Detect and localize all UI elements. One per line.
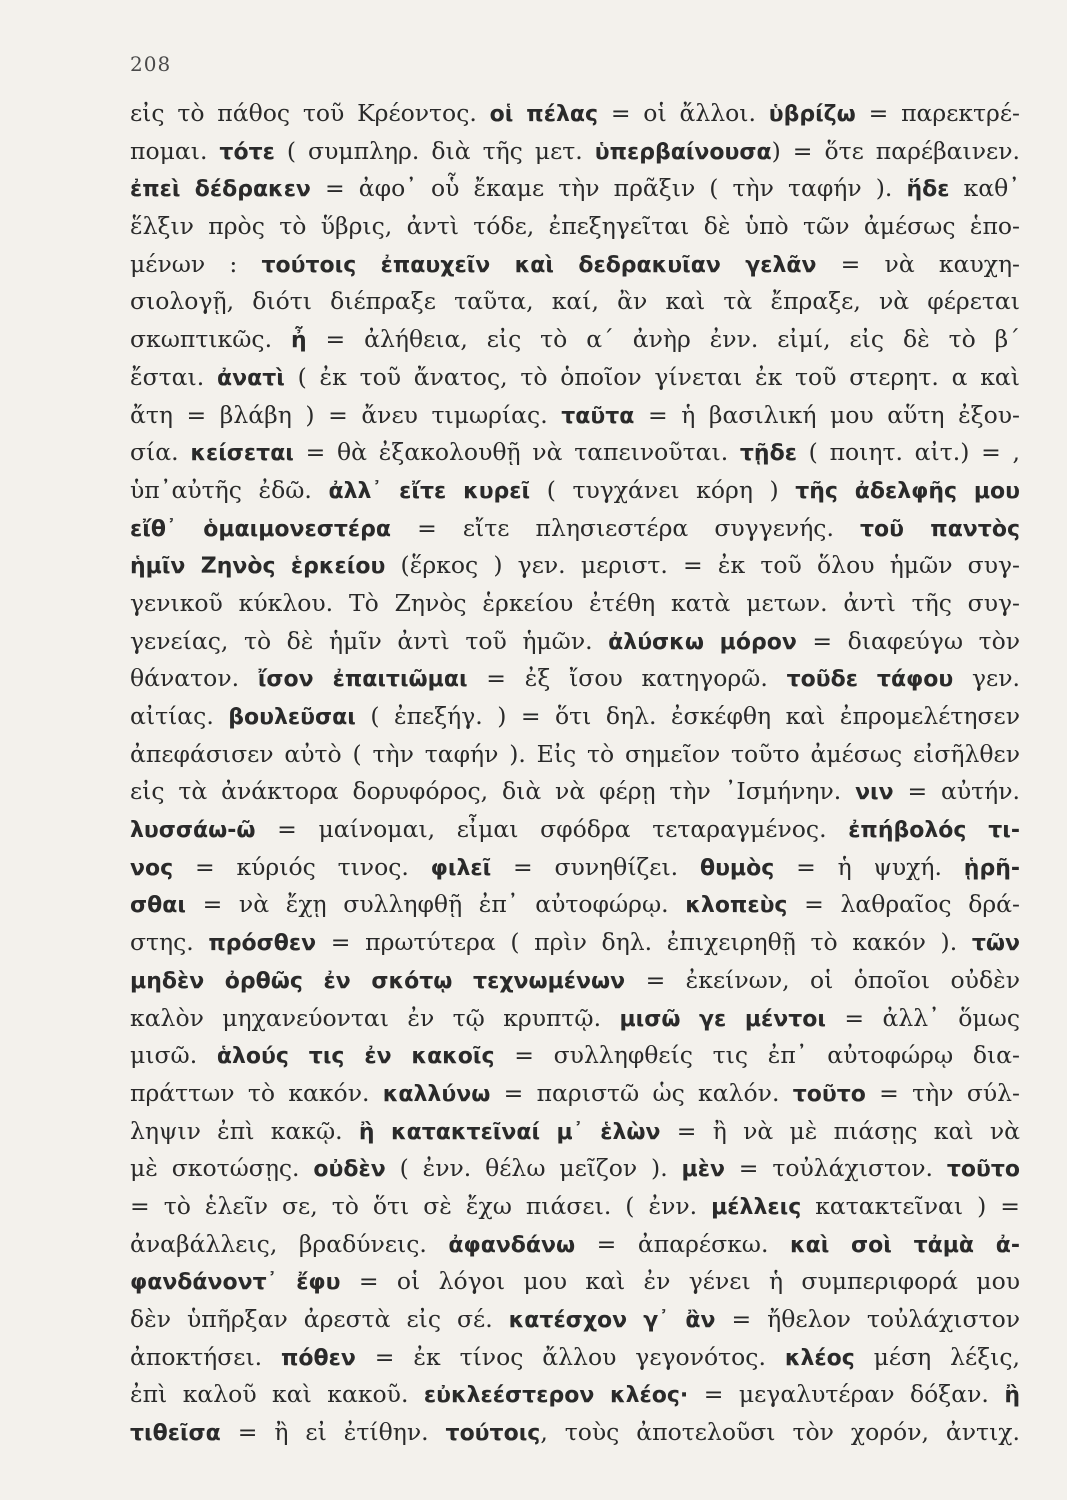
text-line (130, 1150, 1020, 1188)
gloss-text: ( ἐπεξήγ. ) = ὅτι δηλ. ἐσκέφθη καὶ ἐπρομελέτησεν (355, 702, 1020, 730)
gloss-text: ληψιν ἐπὶ κακῷ. (130, 1116, 359, 1145)
headword: οὐδὲν (313, 1157, 386, 1183)
page-number: 208 (130, 52, 172, 76)
gloss-text: ἐπὶ καλοῦ καὶ κακοῦ. (130, 1380, 424, 1409)
gloss-text: = ἀλλ᾽ ὅμως (826, 1003, 1020, 1032)
headword: φανδάνοντ᾽ ἔφυ (130, 1270, 341, 1296)
gloss-text: στης. (130, 928, 209, 957)
gloss-text: = ἐξ ἴσου κατηγορῶ. (467, 664, 787, 693)
text-line (130, 698, 1020, 736)
gloss-text: μέση λέξις, (854, 1342, 1020, 1371)
gloss-text: = τὸ ἑλεῖν σε, τὸ ὅτι σὲ ἔχω πιάσει. ( ἐνν. (130, 1191, 712, 1220)
gloss-text: ( τυγχάνει κόρη ) (530, 475, 796, 504)
gloss-text: δὲν ὑπῆρξαν ἀρεστὰ εἰς σέ. (130, 1305, 509, 1333)
gloss-text: εἰς τὸ πάθος τοῦ Κρέοντος. (130, 99, 490, 127)
headword: σθαι (130, 893, 186, 919)
headword: μηδὲν ὀρθῶς ἐν σκότῳ τεχνωμένων (130, 968, 626, 994)
gloss-text: γενείας, τὸ δὲ ἡμῖν ἀντὶ τοῦ ἡμῶν. (130, 626, 609, 655)
headword: ἴσον ἐπαιτιῶμαι (257, 667, 468, 693)
headword: τούτοις ἐπαυχεῖν καὶ δεδρακυῖαν γελᾶν (261, 252, 817, 278)
headword: τῆς ἀδελφῆς μου (795, 478, 1020, 504)
headword: πρόσθεν (208, 931, 317, 957)
headword: ἐπεὶ δέδρακεν (130, 177, 311, 203)
gloss-text: = διαφεύγω τὸν (796, 626, 1020, 655)
gloss-text: = μαίνομαι, εἶμαι σφόδρα τεταραγμένος. (255, 815, 849, 844)
text-line (130, 924, 1020, 962)
gloss-text: ἕλξιν πρὸς τὸ ὕβρις, ἀντὶ τόδε, ἐπεξηγεῖται δὲ ὑπὸ τῶν ἀμέσως ἑπο- (130, 212, 1020, 241)
gloss-text: = ἐκ τίνος ἄλλου γεγονότος. (355, 1342, 785, 1371)
gloss-text: μισῶ. (130, 1041, 217, 1070)
headword: μὲν (681, 1157, 725, 1183)
gloss-text: , τοὺς ἀποτελοῦσι τὸν χορόν, ἀντιχ. (540, 1418, 1020, 1447)
headword: ἢ (1004, 1383, 1020, 1409)
text-line (130, 886, 1020, 924)
gloss-text: ( ἐνν. θέλω μεῖζον ). (385, 1154, 682, 1183)
gloss-text: = ἐκείνων, οἱ ὁποῖοι οὐδὲν (625, 965, 1020, 994)
text-line (130, 359, 1020, 397)
gloss-text: = λαθραῖος δρά- (787, 890, 1020, 919)
gloss-text: σκωπτικῶς. (130, 325, 291, 354)
text-line (130, 1037, 1020, 1075)
gloss-text: = τὴν σύλ- (865, 1078, 1020, 1107)
gloss-text: σία. (130, 438, 191, 467)
gloss-text: σιολογῇ, διότι διέπραξε ταῦτα, καί, ἂν καὶ τὰ ἔπραξε, νὰ φέρεται (130, 287, 1020, 316)
gloss-text: = θὰ ἐξακολουθῇ νὰ ταπεινοῦται. (293, 438, 740, 467)
headword: πόθεν (281, 1345, 356, 1371)
gloss-text: μὲ σκοτώσῃς. (130, 1154, 314, 1183)
text-line (130, 1113, 1020, 1151)
headword: κείσεται (190, 441, 294, 467)
headword: οἱ πέλας (489, 102, 599, 127)
headword: θυμὸς (699, 855, 775, 881)
gloss-text: καλὸν μηχανεύονται ἐν τῷ κρυπτῷ. (130, 1003, 620, 1032)
gloss-text: ( ἐκ τοῦ ἄνατος, τὸ ὁποῖον γίνεται ἐκ τοῦ στερητ. α καὶ (284, 362, 1020, 391)
text-line (130, 510, 1020, 548)
gloss-text: ( συμπληρ. διὰ τῆς μετ. (274, 136, 595, 165)
text-line (130, 1188, 1020, 1226)
gloss-text: αἰτίας. (130, 702, 229, 730)
text-line (130, 849, 1020, 887)
headword: τότε (219, 139, 275, 165)
gloss-text: ( ποιητ. αἰτ.) = , (796, 438, 1020, 467)
headword: τοῦ παντὸς (860, 516, 1020, 542)
text-line (130, 1226, 1020, 1264)
gloss-text: πράττων τὸ κακόν. (130, 1078, 383, 1107)
gloss-text: = νὰ καυχη- (816, 249, 1020, 278)
headword: ἀλύσκω μόρον (608, 629, 797, 655)
gloss-text: ἄτη = βλάβη ) = ἄνευ τιμωρίας. (130, 400, 562, 429)
headword: εἴθ᾽ ὁμαιμονεστέρα (130, 516, 392, 542)
gloss-text: = αὐτήν. (893, 777, 1020, 806)
headword: τοῦτο (946, 1157, 1020, 1183)
text-line (130, 1339, 1020, 1377)
gloss-text: = νὰ ἔχῃ συλληφθῇ ἐπ᾽ αὐτοφώρῳ. (185, 890, 686, 919)
text-line (130, 397, 1020, 435)
text-line (130, 1263, 1020, 1301)
gloss-text: = οἱ λόγοι μου καὶ ἐν γένει ἡ συμπεριφορά μου (340, 1267, 1020, 1296)
headword: κλέος (784, 1345, 855, 1371)
headword: ἀλλ᾽ εἴτε κυρεῖ (328, 478, 531, 504)
gloss-text: γεν. (953, 664, 1020, 693)
text-line (130, 1414, 1020, 1452)
headword: ἐπήβολός τι- (848, 818, 1020, 844)
headword: νος (130, 855, 174, 881)
gloss-text: = οἱ ἄλλοι. (598, 99, 769, 127)
text-line (130, 547, 1020, 585)
gloss-text: ἀπεφάσισεν αὐτὸ ( τὴν ταφήν ). Εἰς τὸ σημεῖον τοῦτο ἀμέσως εἰσῆλθεν (130, 739, 1020, 768)
gloss-text: = πρωτύτερα ( πρὶν δηλ. ἐπιχειρηθῇ τὸ κακόν ). (316, 928, 972, 957)
gloss-text: = ἡ βασιλική μου αὕτη ἐξου- (634, 400, 1020, 429)
gloss-text: = τοὐλάχιστον. (724, 1154, 947, 1183)
headword: τῶν (971, 931, 1020, 957)
text-line (130, 962, 1020, 1000)
gloss-text: = ἢ νὰ μὲ πιάσῃς καὶ νὰ (660, 1116, 1020, 1145)
gloss-text: = συνηθίζει. (491, 852, 700, 881)
text-line (130, 736, 1020, 774)
text-line (130, 623, 1020, 661)
headword: ἦ (290, 328, 307, 354)
gloss-text: = συλληφθείς τις ἐπ᾽ αὐτοφώρῳ δια- (494, 1041, 1020, 1070)
headword: τούτοις (445, 1421, 541, 1447)
gloss-text: ) = ὅτε παρέβαινεν. (771, 136, 1020, 165)
headword: νιν (855, 780, 894, 806)
headword: λυσσάω-ῶ (130, 818, 256, 844)
gloss-text: = κύριός τινος. (173, 852, 431, 881)
gloss-text: μένων : (130, 249, 262, 278)
gloss-text: = ἤθελον τοὐλάχιστον (715, 1305, 1020, 1333)
gloss-text: εἰς τὰ ἀνάκτορα δορυφόρος, διὰ νὰ φέρῃ τὴν ᾽Ισμήνην. (130, 777, 856, 806)
text-line (130, 170, 1020, 208)
text-line (130, 434, 1020, 472)
headword: ἀνατὶ (216, 365, 285, 391)
gloss-text: = ἡ ψυχή. (774, 852, 964, 881)
headword: μισῶ γε μέντοι (619, 1006, 826, 1032)
gloss-text: = παρεκτρέ- (855, 99, 1020, 127)
gloss-text: = εἴτε πλησιεστέρα συγγενής. (391, 513, 861, 542)
gloss-text: πομαι. (130, 136, 220, 165)
headword: τοῦτο (792, 1081, 866, 1107)
headword: φιλεῖ (430, 855, 492, 881)
headword: ᾑρῆ- (963, 855, 1020, 881)
headword: καλλύνω (382, 1081, 491, 1107)
commentary-text (130, 95, 1020, 1452)
headword: ἡμῖν Ζηνὸς ἑρκείου (130, 554, 386, 580)
gloss-text: ἀποκτήσει. (130, 1342, 282, 1371)
gloss-text: κατακτεῖναι ) = (801, 1191, 1020, 1220)
text-line (130, 773, 1020, 811)
text-line (130, 472, 1020, 510)
text-line (130, 133, 1020, 171)
gloss-text: ἀναβάλλεις, βραδύνεις. (130, 1229, 449, 1258)
gloss-text: καθ᾽ (949, 174, 1020, 203)
gloss-text: = παριστῶ ὡς καλόν. (490, 1078, 793, 1107)
headword: τῇδε (739, 441, 797, 467)
headword: κατέσχον γ᾽ ἂν (508, 1308, 716, 1333)
text-line (130, 95, 1020, 133)
text-line (130, 208, 1020, 246)
headword: ἥδε (906, 177, 950, 203)
text-line (130, 811, 1020, 849)
headword: βουλεῦσαι (228, 705, 356, 730)
headword: ταῦτα (561, 403, 635, 429)
headword: καὶ σοὶ τἀμὰ ἀ- (789, 1232, 1020, 1258)
gloss-text: = ἀλήθεια, εἰς τὸ α΄ ἀνὴρ ἐνν. εἰμί, εἰς δὲ τὸ β΄ (306, 325, 1020, 354)
headword: ἁλούς τις ἐν κακοῖς (216, 1044, 495, 1070)
gloss-text: = μεγαλυτέραν δόξαν. (688, 1380, 1005, 1409)
text-line (130, 1376, 1020, 1414)
text-line (130, 246, 1020, 284)
headword: μέλλεις (711, 1194, 802, 1220)
gloss-text: = ἢ εἰ ἐτίθην. (220, 1418, 446, 1447)
text-line (130, 1000, 1020, 1038)
headword: ἢ κατακτεῖναί μ᾽ ἑλὼν (358, 1119, 661, 1145)
headword: εὐκλεέστερον κλέος· (423, 1383, 689, 1409)
headword: κλοπεὺς (685, 893, 788, 919)
text-line (130, 1301, 1020, 1339)
text-line (130, 321, 1020, 359)
gloss-text: = ἀπαρέσκω. (575, 1229, 790, 1258)
headword: ὑβρίζω (768, 102, 856, 127)
gloss-text: θάνατον. (130, 664, 258, 693)
headword: ὑπερβαίνουσα (594, 139, 772, 165)
text-line (130, 1075, 1020, 1113)
headword: τοῦδε τάφου (786, 667, 954, 693)
gloss-text: ὑπ᾽αὐτῆς ἐδῶ. (130, 475, 329, 504)
gloss-text: (ἕρκος ) γεν. μεριστ. = ἐκ τοῦ ὅλου ἡμῶν συγ- (385, 551, 1020, 580)
gloss-text: γενικοῦ κύκλου. Τὸ Ζηνὸς ἑρκείου ἐτέθη κατὰ μετων. ἀντὶ τῆς συγ- (130, 588, 1020, 617)
gloss-text: = ἀφο᾽ οὗ ἔκαμε τὴν πρᾶξιν ( τὴν ταφήν ). (310, 174, 907, 203)
text-line (130, 660, 1020, 698)
text-line (130, 585, 1020, 623)
gloss-text: ἔσται. (130, 362, 217, 391)
text-line (130, 283, 1020, 321)
headword: τιθεῖσα (130, 1421, 221, 1447)
headword: ἀφανδάνω (448, 1232, 576, 1258)
